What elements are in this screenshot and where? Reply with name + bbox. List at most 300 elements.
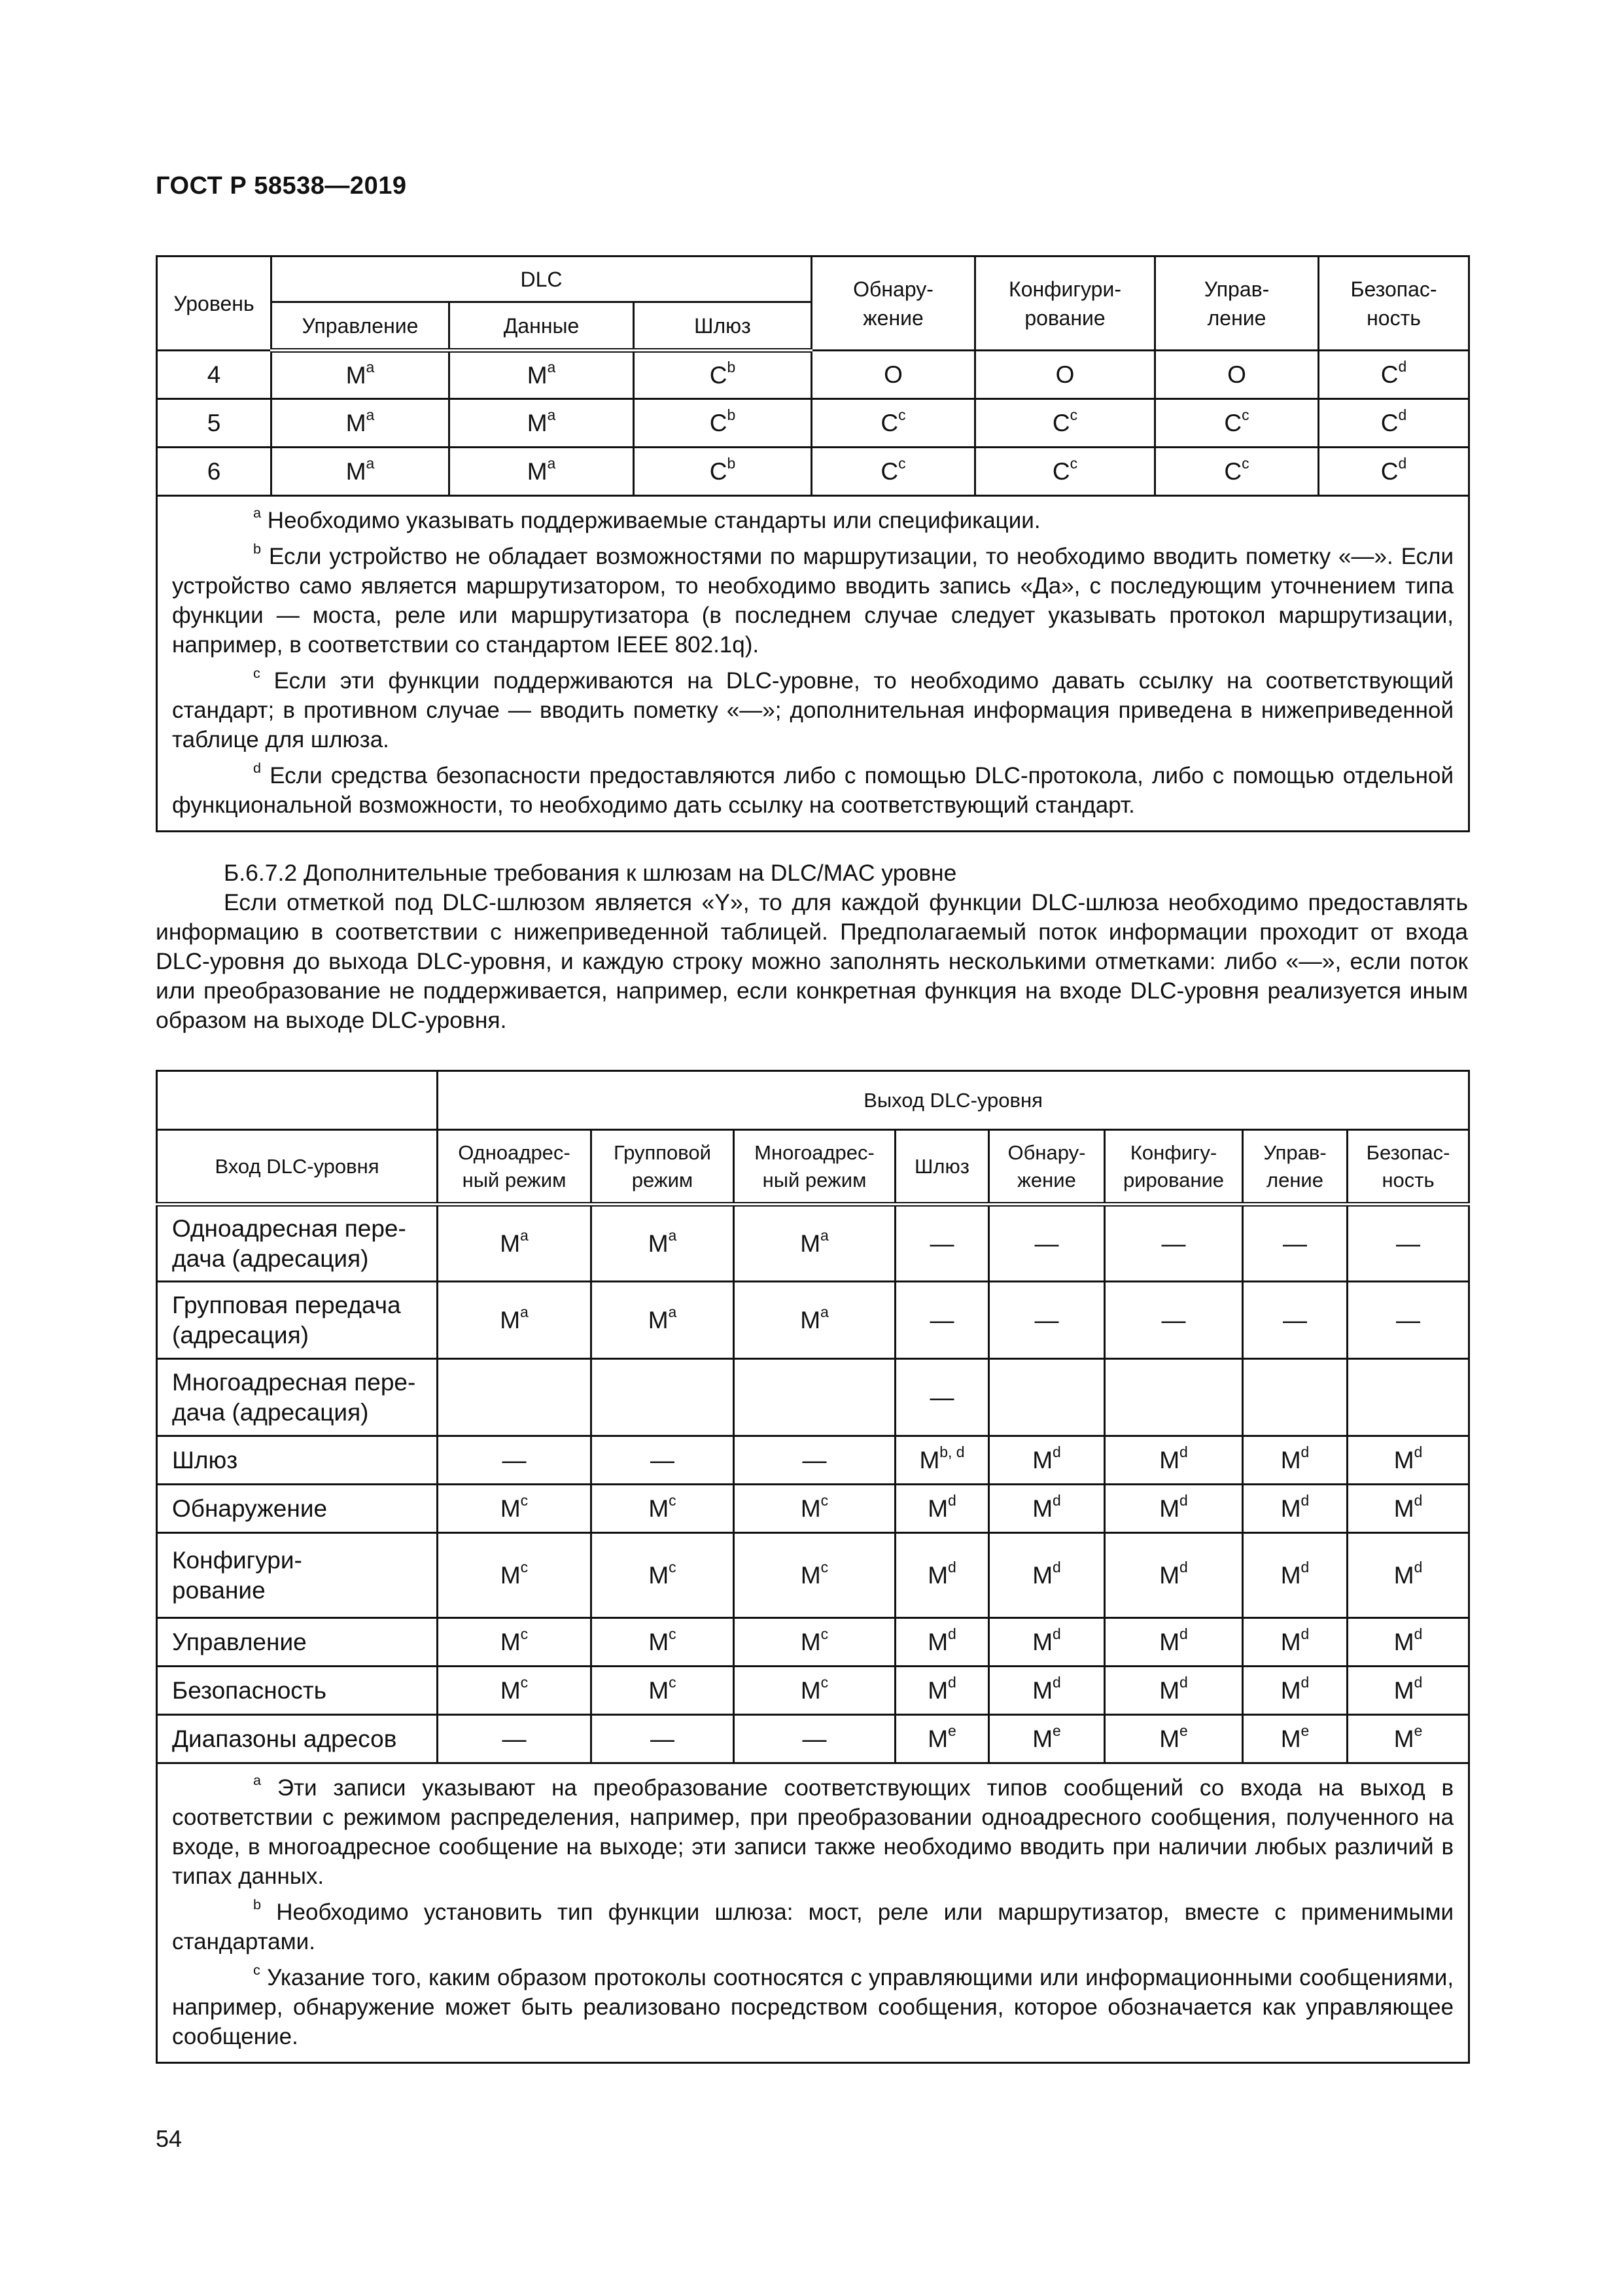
table-cell xyxy=(1105,1205,1243,1282)
cell-value: O xyxy=(884,361,903,388)
cell-value: C xyxy=(1380,457,1399,485)
footnote-mark: a xyxy=(547,358,556,376)
table-cell xyxy=(1243,1618,1348,1667)
footnote-a xyxy=(172,1773,1454,1891)
cell-value: M xyxy=(648,1676,669,1704)
table-cell xyxy=(449,351,634,399)
table-cell xyxy=(438,1205,591,1282)
table-cell xyxy=(591,1667,734,1715)
table-cell xyxy=(634,399,812,448)
table-cell xyxy=(989,1715,1105,1763)
footnote-text: Необходимо указывать поддерживаемые стандарты или спецификации. xyxy=(267,508,1041,533)
footnote-mark: a xyxy=(520,1303,529,1320)
cell-value: M xyxy=(919,1446,940,1474)
footnote-b xyxy=(172,542,1454,660)
footnote-mark: c xyxy=(1070,406,1078,423)
cell-value: M xyxy=(1159,1494,1180,1522)
footnote-mark: c xyxy=(669,1491,676,1509)
table-cell xyxy=(734,1359,896,1436)
footnote-marker: c xyxy=(253,1962,260,1979)
table-cell xyxy=(989,1205,1105,1282)
table-cell xyxy=(989,1533,1105,1618)
footnote-mark: a xyxy=(520,1226,529,1244)
table-cell xyxy=(1155,448,1319,496)
table-cell xyxy=(1348,1205,1469,1282)
table-cell xyxy=(989,1282,1105,1359)
table-cell xyxy=(1243,1205,1348,1282)
table-cell xyxy=(634,351,812,399)
table-cell xyxy=(438,1715,591,1763)
footnote-mark: d xyxy=(1300,1491,1310,1509)
footnote-text: Указание того, каким образом протоколы соотносятся с управляющими или информационными сообщениями, например, обнаружение может быть реализовано посредством сообщения, которое обозначается как управляющее сообщение. xyxy=(172,1965,1454,2049)
table-cell xyxy=(896,1436,989,1485)
footnote-mark: e xyxy=(948,1722,956,1739)
cell-value: M xyxy=(345,361,366,389)
table-cell xyxy=(734,1715,896,1763)
table-cell xyxy=(1348,1715,1469,1763)
table-cell xyxy=(734,1205,896,1282)
header-security: Безопас- ность xyxy=(1319,256,1469,351)
footnote-mark: d xyxy=(1414,1673,1423,1691)
cell-value: M xyxy=(527,457,548,485)
footnote-marker: b xyxy=(253,1896,262,1913)
table-cell xyxy=(734,1282,896,1359)
footnote-text: Если средства безопасности предоставляются либо с помощью DLC-протокола, либо с помощью отдельной функциональной возможности, то необходимо дать ссылку на соответствующий стандарт. xyxy=(172,763,1454,818)
cell-value: — xyxy=(502,1725,527,1752)
footnote-mark: d xyxy=(948,1625,956,1642)
level-cell: 6 xyxy=(157,448,271,496)
footnote-mark: c xyxy=(820,1491,829,1509)
footnote-mark: d xyxy=(1414,1558,1423,1576)
header-management: Управ- ление xyxy=(1155,256,1319,351)
cell-value: M xyxy=(800,1494,821,1522)
footnote-marker: a xyxy=(253,1772,262,1789)
header-output-col: Конфигу- рирование xyxy=(1105,1130,1243,1205)
header-output-col: Многоадрес- ный режим xyxy=(734,1130,896,1205)
footnote-mark: c xyxy=(520,1673,529,1691)
table-cell xyxy=(271,448,449,496)
table-cell xyxy=(271,351,449,399)
cell-value: M xyxy=(800,1561,821,1589)
table-cell xyxy=(734,1618,896,1667)
table-cell xyxy=(896,1715,989,1763)
table-cell xyxy=(1319,351,1469,399)
footnote-mark: c xyxy=(520,1625,529,1642)
footnote-mark: d xyxy=(1179,1443,1188,1460)
table-row xyxy=(157,1282,1469,1359)
footnote-mark: d xyxy=(1053,1673,1061,1691)
section-paragraph: Если отметкой под DLC-шлюзом является «Y», то для каждой функции DLC-шлюза необходимо предоставлять информацию в соответствии с нижеприведенной таблицей. Предполагаемый поток информации проходит от входа DLC-уровня до выхода DLC-уровня, и каждую строку можно заполнять несколькими отметками: либо «—», если поток или преобразование не поддерживается, например, если конкретная функция на входе DLC-уровня реализуется иным образом на выходе DLC-уровня. xyxy=(156,889,1468,1033)
footnote-mark: c xyxy=(820,1625,829,1642)
footnote-mark: c xyxy=(1070,454,1078,472)
cell-value: M xyxy=(800,1229,821,1257)
footnote-mark: d xyxy=(1179,1491,1188,1509)
cell-value: — xyxy=(930,1383,954,1411)
footnote-mark: a xyxy=(547,454,556,472)
footnote-mark: d xyxy=(1053,1625,1061,1642)
table-row xyxy=(157,1205,1469,1282)
table-cell xyxy=(1243,1282,1348,1359)
cell-value: M xyxy=(648,1229,669,1257)
footnote-mark: c xyxy=(820,1673,829,1691)
table-cell xyxy=(812,448,975,496)
cell-value: M xyxy=(1032,1494,1053,1522)
cell-value: M xyxy=(500,1494,521,1522)
table-cell xyxy=(896,1359,989,1436)
table-row xyxy=(157,1485,1469,1533)
table-cell xyxy=(438,1533,591,1618)
footnote-b xyxy=(172,1898,1454,1956)
table-cell xyxy=(591,1282,734,1359)
cell-value: M xyxy=(527,409,548,436)
section-text-block xyxy=(156,858,1468,1035)
table-cell xyxy=(1243,1485,1348,1533)
table-cell xyxy=(812,399,975,448)
row-label: Одноадресная пере- дача (адресация) xyxy=(157,1205,438,1282)
table-cell xyxy=(591,1436,734,1485)
table-cell xyxy=(1155,351,1319,399)
footnote-mark: c xyxy=(669,1673,676,1691)
cell-value: — xyxy=(1396,1306,1421,1333)
header-level: Уровень xyxy=(157,256,271,351)
cell-value: M xyxy=(1159,1628,1180,1655)
table-cell xyxy=(989,1359,1105,1436)
footnote-marker: c xyxy=(253,665,260,682)
footnote-mark: a xyxy=(547,406,556,423)
levels-table xyxy=(156,255,1470,832)
table-cell xyxy=(1105,1618,1243,1667)
footnote-mark: b xyxy=(727,358,736,376)
cell-value: M xyxy=(1032,1446,1053,1474)
gateway-table-notes xyxy=(157,1763,1469,2063)
footnote-mark: a xyxy=(366,358,375,376)
cell-value: O xyxy=(1227,361,1246,388)
footnote-mark: d xyxy=(1300,1558,1310,1576)
cell-value: — xyxy=(1396,1229,1421,1257)
table-cell xyxy=(989,1618,1105,1667)
cell-value: — xyxy=(1283,1306,1307,1333)
table-row xyxy=(157,448,1469,496)
cell-value: M xyxy=(500,1561,521,1589)
footnote-mark: d xyxy=(1053,1491,1061,1509)
table-cell xyxy=(1348,1667,1469,1715)
table-cell xyxy=(438,1359,591,1436)
footnote-mark: a xyxy=(366,406,375,423)
table-cell xyxy=(449,448,634,496)
footnote-mark: c xyxy=(520,1491,529,1509)
header-dlc-control: Управление xyxy=(271,302,449,351)
table-cell xyxy=(975,399,1155,448)
table-row xyxy=(157,1436,1469,1485)
footnote-text: Необходимо установить тип функции шлюза: мост, реле или маршрутизатор, вместе с применимыми стандартами. xyxy=(172,1899,1454,1954)
cell-value: — xyxy=(1283,1229,1307,1257)
cell-value: M xyxy=(648,1494,669,1522)
header-dlc-input: Вход DLC-уровня xyxy=(157,1130,438,1205)
table-cell xyxy=(1243,1436,1348,1485)
cell-value: M xyxy=(1280,1725,1301,1752)
table-cell xyxy=(734,1485,896,1533)
table-cell xyxy=(1105,1715,1243,1763)
table-cell xyxy=(1105,1485,1243,1533)
cell-value: — xyxy=(1034,1229,1059,1257)
header-output-col: Управ- ление xyxy=(1243,1130,1348,1205)
table-cell xyxy=(438,1282,591,1359)
footnote-mark: d xyxy=(1398,454,1407,472)
table-cell xyxy=(1105,1436,1243,1485)
footnote-mark: e xyxy=(1414,1722,1423,1739)
cell-value: C xyxy=(1380,409,1399,436)
table-cell xyxy=(975,448,1155,496)
footnote-mark: b xyxy=(727,406,736,423)
gateway-table-body xyxy=(157,1205,1469,1763)
cell-value: M xyxy=(928,1628,949,1655)
table-cell xyxy=(896,1667,989,1715)
table-cell xyxy=(591,1359,734,1436)
table-row xyxy=(157,1533,1469,1618)
table-cell xyxy=(1348,1436,1469,1485)
footnote-mark: a xyxy=(820,1303,829,1320)
footnote-mark: a xyxy=(668,1226,677,1244)
cell-value: — xyxy=(802,1725,827,1752)
table-cell xyxy=(1243,1533,1348,1618)
header-dlc: DLC xyxy=(271,256,812,302)
footnote-mark: d xyxy=(1414,1491,1423,1509)
footnote-text: Эти записи указывают на преобразование соответствующих типов сообщений со входа на выход в соответствии с режимом распределения, например, при преобразовании одноадресного сообщения, полученного на входе, в многоадресное сообщение на выходе; эти записи также необходимо вводить при наличии любых различий в типах данных. xyxy=(172,1775,1454,1889)
footnote-c xyxy=(172,1963,1454,2051)
footnote-marker: a xyxy=(253,504,262,521)
table-cell xyxy=(734,1533,896,1618)
table-cell xyxy=(734,1436,896,1485)
cell-value: M xyxy=(1393,1561,1414,1589)
cell-value: C xyxy=(881,409,899,436)
cell-value: M xyxy=(1032,1725,1053,1752)
table-cell xyxy=(591,1485,734,1533)
footnote-c xyxy=(172,666,1454,754)
gateway-table xyxy=(156,1070,1470,2064)
level-cell: 4 xyxy=(157,351,271,399)
footnote-mark: d xyxy=(1300,1443,1310,1460)
table-row xyxy=(157,399,1469,448)
row-label: Безопасность xyxy=(157,1667,438,1715)
table-cell xyxy=(989,1667,1105,1715)
footnote-mark: d xyxy=(1300,1625,1310,1642)
header-configuration: Конфигури- рование xyxy=(975,256,1155,351)
cell-value: M xyxy=(928,1725,949,1752)
table-cell xyxy=(896,1205,989,1282)
cell-value: M xyxy=(1280,1446,1301,1474)
cell-value: M xyxy=(500,1628,521,1655)
footnote-mark: c xyxy=(1242,454,1249,472)
cell-value: M xyxy=(1032,1561,1053,1589)
header-output-col: Обнару- жение xyxy=(989,1130,1105,1205)
cell-value: C xyxy=(709,409,727,436)
footnote-mark: b xyxy=(727,454,736,472)
cell-value: M xyxy=(800,1676,821,1704)
footnote-d xyxy=(172,761,1454,820)
cell-value: M xyxy=(1032,1676,1053,1704)
cell-value: M xyxy=(928,1494,949,1522)
table-cell xyxy=(896,1533,989,1618)
table-cell xyxy=(896,1282,989,1359)
table-cell xyxy=(438,1618,591,1667)
cell-value: — xyxy=(1034,1306,1059,1333)
cell-value: M xyxy=(345,457,366,485)
table-cell xyxy=(1105,1667,1243,1715)
header-dlc-gateway: Шлюз xyxy=(634,302,812,351)
cell-value: C xyxy=(1224,457,1242,485)
footnote-mark: d xyxy=(1398,357,1407,375)
cell-value: M xyxy=(1393,1446,1414,1474)
table-cell xyxy=(634,448,812,496)
table-cell xyxy=(896,1618,989,1667)
cell-value: C xyxy=(1052,409,1070,436)
cell-value: M xyxy=(648,1628,669,1655)
levels-table-notes xyxy=(157,496,1469,832)
table-row xyxy=(157,1618,1469,1667)
cell-value: M xyxy=(1159,1676,1180,1704)
footnote-text: Если эти функции поддерживаются на DLC-уровне, то необходимо давать ссылку на соответствующий стандарт; в противном случае — вводить пометку «—»; дополнительная информация приведена в нижеприведенной таблице для шлюза. xyxy=(172,668,1454,752)
table-row xyxy=(157,351,1469,399)
footnote-mark: d xyxy=(1053,1558,1061,1576)
table-cell xyxy=(812,351,975,399)
footnote-a xyxy=(172,506,1454,535)
header-discovery: Обнару- жение xyxy=(812,256,975,351)
table-cell xyxy=(1348,1359,1469,1436)
footnote-mark: c xyxy=(1242,406,1249,423)
row-label: Диапазоны адресов xyxy=(157,1715,438,1763)
table-cell xyxy=(271,399,449,448)
footnote-mark: b, d xyxy=(939,1443,965,1460)
cell-value: C xyxy=(1380,361,1399,388)
cell-value: M xyxy=(1393,1676,1414,1704)
footnote-mark: c xyxy=(820,1558,829,1576)
footnote-mark: d xyxy=(948,1558,956,1576)
footnote-mark: d xyxy=(948,1491,956,1509)
cell-value: — xyxy=(1161,1306,1186,1333)
table-cell xyxy=(1105,1282,1243,1359)
row-label: Групповая передача (адресация) xyxy=(157,1282,438,1359)
table-cell xyxy=(1105,1359,1243,1436)
table-cell xyxy=(989,1485,1105,1533)
footnote-mark: a xyxy=(366,454,375,472)
table-cell xyxy=(591,1618,734,1667)
footnote-marker: b xyxy=(253,540,262,557)
table-cell xyxy=(989,1436,1105,1485)
cell-value: — xyxy=(1161,1229,1186,1257)
table-cell xyxy=(438,1485,591,1533)
cell-value: — xyxy=(650,1725,674,1752)
footnote-mark: d xyxy=(1053,1443,1061,1460)
row-label: Обнаружение xyxy=(157,1485,438,1533)
cell-value: — xyxy=(930,1229,954,1257)
cell-value: M xyxy=(928,1676,949,1704)
section-heading: Б.6.7.2 Дополнительные требования к шлюзам на DLC/MAC уровне xyxy=(224,860,957,886)
footnote-text: Если устройство не обладает возможностями по маршрутизации, то необходимо вводить пометку «—». Если устройство само является маршрутизатором, то необходимо вводить запись «Да», с последующим уточнением типа функции — моста, реле или маршрутизатора (в последнем случае следует указывать протокол маршрутизации, например, в соответствии со стандартом IEEE 802.1q). xyxy=(172,544,1454,658)
page-number: 54 xyxy=(156,2125,183,2152)
cell-value: M xyxy=(1393,1725,1414,1752)
footnote-mark: e xyxy=(1179,1722,1188,1739)
cell-value: M xyxy=(1393,1628,1414,1655)
cell-value: M xyxy=(1159,1446,1180,1474)
footnote-marker: d xyxy=(253,760,262,777)
footnote-mark: a xyxy=(820,1226,829,1244)
table-cell xyxy=(1348,1618,1469,1667)
table-cell xyxy=(591,1533,734,1618)
cell-value: M xyxy=(500,1306,521,1333)
cell-value: C xyxy=(1224,409,1242,436)
cell-value: M xyxy=(1159,1725,1180,1752)
cell-value: M xyxy=(800,1628,821,1655)
row-label: Конфигури- рование xyxy=(157,1533,438,1618)
header-output-col: Безопас- ность xyxy=(1348,1130,1469,1205)
footnote-mark: c xyxy=(898,454,906,472)
cell-value: M xyxy=(1032,1628,1053,1655)
footnote-mark: c xyxy=(520,1558,529,1576)
cell-value: C xyxy=(709,457,727,485)
table-cell xyxy=(591,1715,734,1763)
table-cell xyxy=(438,1667,591,1715)
header-output-col: Одноадрес- ный режим xyxy=(438,1130,591,1205)
table-cell xyxy=(896,1485,989,1533)
table-cell xyxy=(438,1436,591,1485)
row-label: Шлюз xyxy=(157,1436,438,1485)
table-cell xyxy=(591,1205,734,1282)
table-cell xyxy=(1155,399,1319,448)
cell-value: M xyxy=(345,409,366,436)
table-row xyxy=(157,1359,1469,1436)
levels-table-body xyxy=(157,351,1469,496)
cell-value: — xyxy=(502,1446,527,1474)
cell-value: — xyxy=(930,1306,954,1333)
footnote-mark: d xyxy=(1398,406,1407,423)
table-cell xyxy=(1243,1667,1348,1715)
table-cell xyxy=(1319,448,1469,496)
cell-value: C xyxy=(881,457,899,485)
table-cell xyxy=(1105,1533,1243,1618)
footnote-mark: d xyxy=(1300,1673,1310,1691)
cell-value: O xyxy=(1055,361,1075,388)
footnote-mark: d xyxy=(1414,1625,1423,1642)
table-cell xyxy=(1348,1485,1469,1533)
cell-value: M xyxy=(1280,1676,1301,1704)
table-cell xyxy=(975,351,1155,399)
table-cell xyxy=(1243,1715,1348,1763)
cell-value: M xyxy=(1280,1494,1301,1522)
document-header: ГОСТ Р 58538—2019 xyxy=(156,172,407,200)
header-corner xyxy=(157,1071,438,1130)
footnote-mark: d xyxy=(1414,1443,1423,1460)
header-output-col: Групповой режим xyxy=(591,1130,734,1205)
footnote-mark: e xyxy=(1053,1722,1061,1739)
cell-value: C xyxy=(1052,457,1070,485)
footnote-mark: d xyxy=(948,1673,956,1691)
cell-value: M xyxy=(500,1676,521,1704)
cell-value: M xyxy=(800,1306,821,1333)
table-row xyxy=(157,1667,1469,1715)
header-output-col: Шлюз xyxy=(896,1130,989,1205)
row-label: Управление xyxy=(157,1618,438,1667)
cell-value: M xyxy=(648,1306,669,1333)
table-cell xyxy=(1243,1359,1348,1436)
footnote-mark: c xyxy=(669,1558,676,1576)
footnote-mark: c xyxy=(898,406,906,423)
footnote-mark: a xyxy=(668,1303,677,1320)
table-row xyxy=(157,1715,1469,1763)
cell-value: M xyxy=(527,361,548,389)
row-label: Многоадресная пере- дача (адресация) xyxy=(157,1359,438,1436)
cell-value: M xyxy=(648,1561,669,1589)
cell-value: M xyxy=(500,1229,521,1257)
